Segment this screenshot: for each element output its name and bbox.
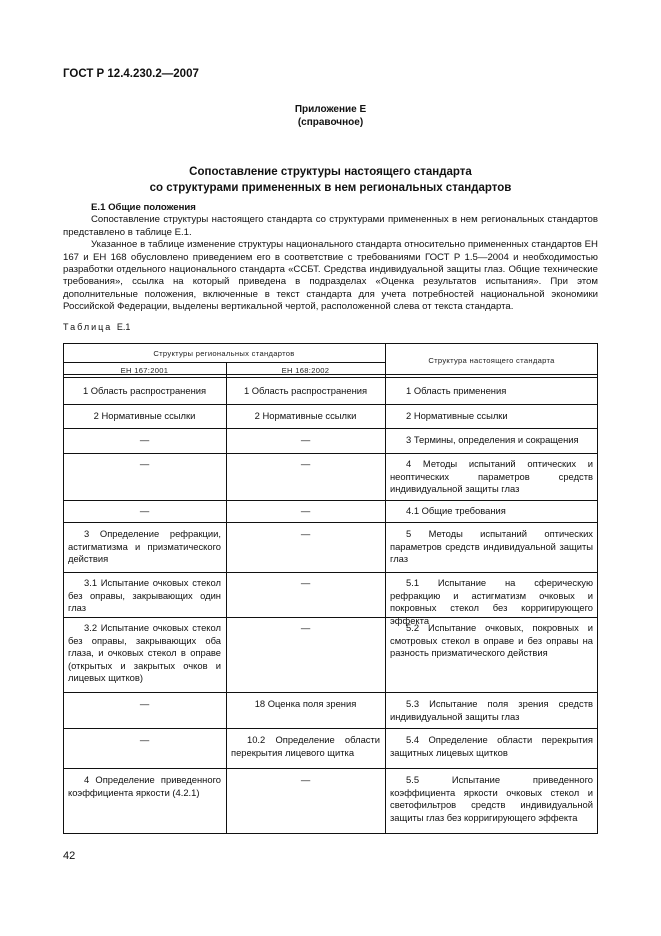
table-cell: 5.4 Определение области перекрытия защитных лицевых щитков <box>390 734 593 758</box>
appendix-title-line-1: Сопоставление структуры настоящего стандарта <box>189 166 472 178</box>
table-cell: 3 Определение рефракции, астигматизма и призматического действия <box>68 528 221 565</box>
table-cell: 5 Методы испытаний оптических параметров средств индивидуальной защиты глаз <box>390 528 593 565</box>
table-cell: — <box>139 434 150 445</box>
table-cell: 5.3 Испытание поля зрения средств индивидуальной защиты глаз <box>390 698 593 722</box>
table-cell: 3.2 Испытание очковых стекол без оправы, закрывающих оба глаза, и очковых стекол в оправе (открытых и закрытых очков и лицевых щитков) <box>68 622 221 684</box>
table-cell: — <box>139 458 150 469</box>
table-cell: 3.1 Испытание очковых стекол без оправы, закрывающих один глаз <box>68 577 221 614</box>
table-cell: — <box>300 505 311 516</box>
section-e1 <box>63 202 598 314</box>
header-col-current: Структура настоящего стандарта <box>428 356 555 365</box>
table-cell: 4 Методы испытаний оптических и неоптических параметров средств индивидуальной защиты глаз <box>390 458 593 495</box>
table-cell: 1 Область распространения <box>243 385 368 396</box>
table-cell: — <box>139 698 150 709</box>
section-heading: Е.1 Общие положения <box>91 202 196 213</box>
header-col-en168: ЕН 168:2002 <box>281 366 330 375</box>
appendix-label: Приложение Е <box>294 104 367 115</box>
table-cell: — <box>139 505 150 516</box>
appendix-kind: (справочное) <box>297 117 364 128</box>
table-cell: — <box>300 528 311 539</box>
table-cell: — <box>300 434 311 445</box>
table-cell: 1 Область применения <box>406 385 507 396</box>
table-cell: 1 Область распространения <box>82 385 207 396</box>
paragraph: Сопоставление структуры настоящего стандарта со структурами примененных в нем региональных стандартов представлено в таблице Е.1. <box>63 214 598 238</box>
table-caption-word: Таблица <box>63 322 113 332</box>
table-caption <box>63 322 130 332</box>
table-caption-number: Е.1 <box>116 322 131 332</box>
table-cell: — <box>300 774 311 785</box>
table-cell: 5.2 Испытание очковых, покровных и смотровых стекол в оправе и без оправы на разность призматического действия <box>390 622 593 659</box>
table-cell: 18 Оценка поля зрения <box>254 698 357 709</box>
paragraph: Указанное в таблице изменение структуры национального стандарта относительно примененных стандартов ЕН 167 и ЕН 168 обусловлено приведением его в соответствие с требованиями ГОСТ Р 1.5—2004 и необходимостью разработки отдельного национального стандарта «ССБТ. Средства индивидуальной защиты глаз. Общие технические требования», ссылка на который приведена в подразделах «Оценка результатов испытания». При этом дополнительные положения, включенные в текст стандарта для учета потребностей национальной экономики Российской Федерации, выделены вертикальной чертой, расположенной слева от текста стандарта. <box>63 239 598 313</box>
table-cell: 5.5 Испытание приведенного коэффициента яркости очковых стекол и светофильтров средств индивидуальной защиты глаз без корригирующего эффекта <box>390 774 593 823</box>
document-code: ГОСТ Р 12.4.230.2—2007 <box>63 68 199 80</box>
table-cell: 10.2 Определение области перекрытия лицевого щитка <box>231 734 380 758</box>
table-cell: 2 Нормативные ссылки <box>406 410 508 421</box>
table-cell: 2 Нормативные ссылки <box>254 410 357 421</box>
table-cell: 4 Определение приведенного коэффициента яркости (4.2.1) <box>68 774 221 798</box>
table-cell: — <box>139 734 150 745</box>
header-col-en167: ЕН 167:2001 <box>120 366 169 375</box>
table-cell: — <box>300 577 311 588</box>
table-cell: 2 Нормативные ссылки <box>93 410 196 421</box>
header-group-regional: Структуры региональных стандартов <box>153 349 295 358</box>
table-cell: 4.1 Общие требования <box>406 505 506 516</box>
table-cell: — <box>300 622 311 633</box>
table-cell: 3 Термины, определения и сокращения <box>406 434 579 445</box>
page-number: 42 <box>63 850 76 862</box>
appendix-title-line-2: со структурами примененных в нем региональных стандартов <box>149 182 512 194</box>
comparison-table <box>63 343 598 834</box>
table-cell: — <box>300 458 311 469</box>
table-cell: 5.1 Испытание на сферическую рефракцию и астигматизм очковых и покровных стекол без корригирующего эффекта <box>390 577 593 626</box>
